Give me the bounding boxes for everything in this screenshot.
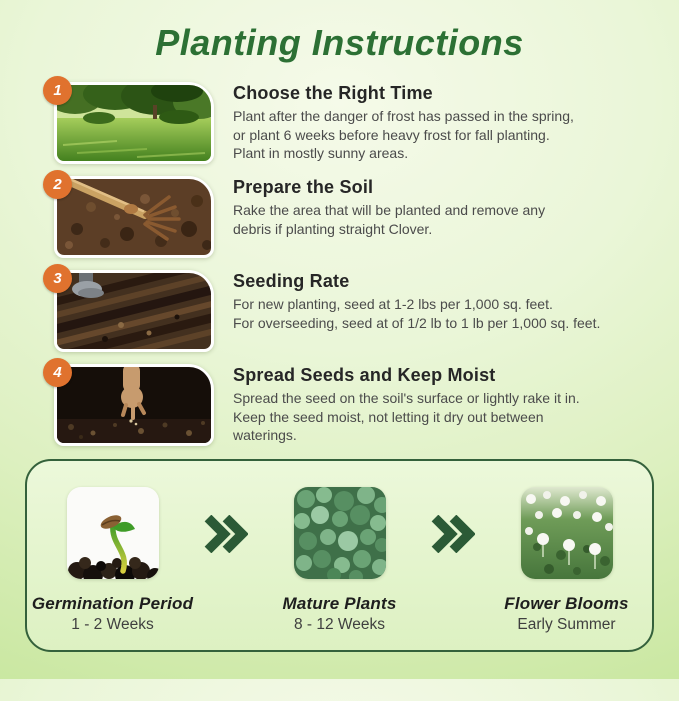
steps-list: [0, 82, 679, 446]
sunny-lawn-illustration: [57, 85, 211, 161]
step-body-line: Plant in mostly sunny areas.: [233, 145, 409, 161]
step-row-4: [54, 364, 679, 446]
step-body-line: Spread the seed on the soil's surface or lightly rake it in.: [233, 390, 580, 406]
step-row-2: [54, 176, 679, 258]
step-number-badge: 3: [43, 264, 72, 293]
step-body-line: Keep the seed moist, not letting it dry out between: [233, 408, 544, 425]
stage-flower-blooms: [481, 487, 652, 634]
step-body-line: Rake the area that will be planted and remove any: [233, 202, 546, 218]
stage-germination: [27, 487, 198, 634]
step-body-line: or plant 6 weeks before heavy frost for fall planting.: [233, 126, 550, 143]
growth-timeline-panel: [25, 459, 654, 652]
seedling-sprout-photo: [67, 487, 159, 579]
step-photo-hand-sowing: [54, 364, 214, 446]
step-text-1: [214, 82, 574, 163]
stage-label: Mature Plants: [282, 594, 397, 613]
stage-duration: 1 - 2 Weeks: [71, 616, 154, 633]
step-heading: Choose the Right Time: [233, 83, 433, 103]
seedling-illustration: [67, 487, 159, 579]
step-row-1: [54, 82, 679, 164]
hand-sowing-illustration: [57, 367, 211, 443]
step-number-badge: 4: [43, 358, 72, 387]
step-number-badge: 1: [43, 76, 72, 105]
step-number-badge: 2: [43, 170, 72, 199]
page-title: Planting Instructions: [155, 22, 524, 63]
stage-duration: 8 - 12 Weeks: [293, 616, 386, 633]
step-body-line: For new planting, seed at 1-2 lbs per 1,000 sq. feet.: [233, 296, 553, 312]
step-heading: Prepare the Soil: [233, 177, 374, 197]
stage-duration: Early Summer: [517, 616, 616, 633]
step-body-line: For overseeding, seed at of 1/2 lb to 1 lb per 1,000 sq. feet.: [233, 314, 601, 331]
seeding-furrows-illustration: [57, 273, 211, 349]
stage-mature-plants: [254, 487, 425, 634]
step-heading: Spread Seeds and Keep Moist: [233, 365, 496, 385]
step-photo-soil-raking: [54, 176, 214, 258]
stage-label: Germination Period: [31, 594, 194, 613]
clover-leaves-photo: [294, 487, 386, 579]
white-clover-blooms-illustration: [521, 487, 613, 579]
step-body-line: debris if planting straight Clover.: [233, 220, 433, 237]
step-heading: Seeding Rate: [233, 271, 350, 291]
step-photo-sunny-lawn: [54, 82, 214, 164]
clover-leaves-illustration: [294, 487, 386, 579]
step-row-3: [54, 270, 679, 352]
step-photo-seeding-furrows: [54, 270, 214, 352]
white-clover-blooms-photo: [521, 487, 613, 579]
double-chevron-right-icon: [204, 515, 248, 553]
planting-instructions-infographic: [0, 22, 679, 652]
soil-raking-illustration: [57, 179, 211, 255]
stage-label: Flower Blooms: [504, 594, 629, 613]
step-body-line: Plant after the danger of frost has passed in the spring,: [233, 108, 574, 124]
step-text-2: [214, 176, 545, 238]
step-text-3: [214, 270, 600, 332]
double-chevron-right-icon: [431, 515, 475, 553]
step-body-line: waterings.: [233, 427, 297, 443]
step-text-4: [214, 364, 580, 445]
